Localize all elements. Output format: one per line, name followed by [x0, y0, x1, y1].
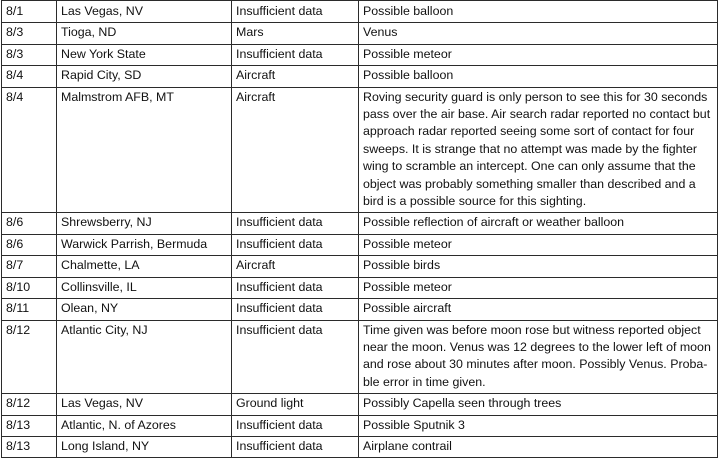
notes-cell: Possible reflection of aircraft or weather balloon: [359, 213, 718, 234]
sightings-table: [1, 0, 718, 458]
location-cell: New York State: [57, 44, 232, 65]
location-cell: Las Vegas, NV: [57, 1, 232, 23]
location-cell: Shrewsberry, NJ: [57, 213, 232, 234]
table-row: [2, 256, 718, 277]
date-cell: 8/13: [2, 415, 57, 436]
table-row: [2, 299, 718, 320]
evaluation-cell: Insufficient data: [232, 1, 359, 23]
notes-cell: Possible aircraft: [359, 299, 718, 320]
location-cell: Collinsville, IL: [57, 277, 232, 298]
date-cell: 8/12: [2, 320, 57, 394]
evaluation-cell: Aircraft: [232, 66, 359, 87]
table-row: [2, 213, 718, 234]
evaluation-cell: Insufficient data: [232, 44, 359, 65]
notes-cell: Possible meteor: [359, 234, 718, 255]
table-row: [2, 66, 718, 87]
location-cell: Atlantic, N. of Azores: [57, 415, 232, 436]
table-row: [2, 1, 718, 23]
location-cell: Tioga, ND: [57, 23, 232, 44]
date-cell: 8/6: [2, 234, 57, 255]
date-cell: 8/4: [2, 66, 57, 87]
table-row: [2, 394, 718, 415]
evaluation-cell: Insufficient data: [232, 320, 359, 394]
notes-cell: Venus: [359, 23, 718, 44]
evaluation-cell: Aircraft: [232, 256, 359, 277]
notes-cell: Airplane contrail: [359, 436, 718, 457]
evaluation-cell: Insufficient data: [232, 299, 359, 320]
date-cell: 8/6: [2, 213, 57, 234]
date-cell: 8/4: [2, 87, 57, 213]
notes-cell: Possibly Capella seen through trees: [359, 394, 718, 415]
evaluation-cell: Aircraft: [232, 87, 359, 213]
notes-cell: Possible Sputnik 3: [359, 415, 718, 436]
notes-cell: Possible balloon: [359, 1, 718, 23]
notes-cell: Time given was before moon rose but witness reported object near the moon. Venus was 12 degrees to the lower left of moon and rose about 30 minutes after moon. Possibly Venus. Proba-ble error in time given.: [359, 320, 718, 394]
table-row: [2, 234, 718, 255]
location-cell: Atlantic City, NJ: [57, 320, 232, 394]
location-cell: Long Island, NY: [57, 436, 232, 457]
notes-cell: Roving security guard is only person to see this for 30 seconds pass over the air base. Air search radar reported no contact but approach radar reported seeing some sort of contact for four sweeps. It is strange that no attempt was made by the fighter wing to scramble an intercept. One can only assume that the object was probably something smaller than described and a bird is a possible source for this sighting.: [359, 87, 718, 213]
date-cell: 8/7: [2, 256, 57, 277]
table-row: [2, 320, 718, 394]
table-row: [2, 87, 718, 213]
table-row: [2, 415, 718, 436]
date-cell: 8/3: [2, 44, 57, 65]
notes-cell: Possible meteor: [359, 277, 718, 298]
notes-cell: Possible balloon: [359, 66, 718, 87]
date-cell: 8/12: [2, 394, 57, 415]
evaluation-cell: Insufficient data: [232, 436, 359, 457]
notes-cell: Possible meteor: [359, 44, 718, 65]
evaluation-cell: Insufficient data: [232, 277, 359, 298]
date-cell: 8/13: [2, 436, 57, 457]
notes-cell: Possible birds: [359, 256, 718, 277]
date-cell: 8/1: [2, 1, 57, 23]
table-row: [2, 44, 718, 65]
location-cell: Chalmette, LA: [57, 256, 232, 277]
location-cell: Las Vegas, NV: [57, 394, 232, 415]
date-cell: 8/3: [2, 23, 57, 44]
location-cell: Rapid City, SD: [57, 66, 232, 87]
table-row: [2, 436, 718, 457]
location-cell: Malmstrom AFB, MT: [57, 87, 232, 213]
table-row: [2, 23, 718, 44]
location-cell: Olean, NY: [57, 299, 232, 320]
date-cell: 8/10: [2, 277, 57, 298]
evaluation-cell: Insufficient data: [232, 415, 359, 436]
table-row: [2, 277, 718, 298]
evaluation-cell: Ground light: [232, 394, 359, 415]
evaluation-cell: Insufficient data: [232, 234, 359, 255]
evaluation-cell: Mars: [232, 23, 359, 44]
date-cell: 8/11: [2, 299, 57, 320]
location-cell: Warwick Parrish, Bermuda: [57, 234, 232, 255]
evaluation-cell: Insufficient data: [232, 213, 359, 234]
